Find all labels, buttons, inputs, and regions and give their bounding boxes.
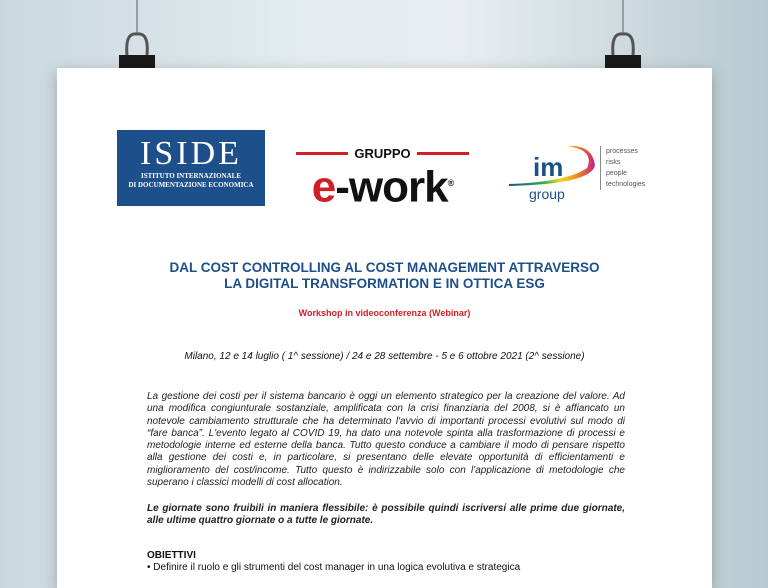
dates: Milano, 12 e 14 luglio ( 1^ sessione) / 24 e 28 settembre - 5 e 6 ottobre 2021 (2^ sessione) <box>184 351 585 362</box>
ework-logo: GRUPPO e-work® <box>295 146 470 210</box>
document-title: DAL COST CONTROLLING AL COST MANAGEMENT ATTRAVERSO LA DIGITAL TRANSFORMATION E IN OTTICA ESG <box>169 260 600 291</box>
objectives-section: OBIETTIVI • Definire il ruolo e gli strumenti del cost manager in una logica evolutiva e strategica <box>147 550 521 573</box>
iside-logo: ISIDE ISTITUTO INTERNAZIONALE DI DOCUMENTAZIONE ECONOMICA <box>117 130 265 206</box>
document-page <box>57 68 712 588</box>
subtitle: Workshop in videoconferenza (Webinar) <box>298 308 471 318</box>
flexibility-paragraph: Le giornate sono fruibili in maniera flessibile: è possibile quindi iscriversi alle prime due giornate, alle ultime quattro giornate o a tutte le giornate. <box>147 503 625 527</box>
im-group-logo: im group processes risks people technologies <box>507 140 657 210</box>
intro-paragraph: La gestione dei costi per il sistema bancario è oggi un elemento strategico per la creazione del valore. Ad una modifica congiunturale sostanziale, amplificata con la crisi finanziaria del 2008, si è affiancato un notevole cambiamento strutturale che ha determinato l'avvio di importanti processi evolutivi sul modo di “fare banca”. L'evento legato al COVID 19, ha dato una notevole spinta alla trasformazione di processi e metodologie interne ed esterne della banca. Tutto questo conduce a cambiare il modo di pensare rispetto alla gestione dei costi e, in particolare, si presentano delle elevate opportunità di efficientamenti e miglioramento del cost/income. Tutto questo è indirizzabile solo con l'applicazione di metodologie che superano i classici modelli di cost allocation. <box>147 391 625 489</box>
